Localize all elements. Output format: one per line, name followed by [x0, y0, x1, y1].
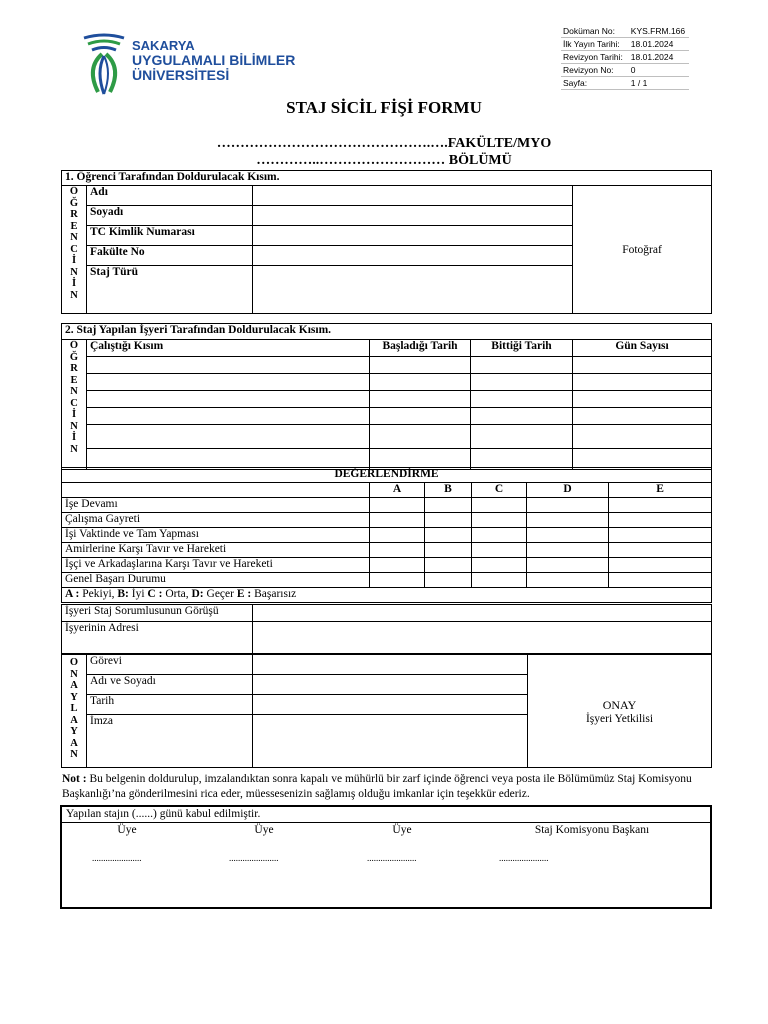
approval-title: ONAY — [602, 697, 637, 712]
approval-table — [61, 654, 712, 768]
work-cell[interactable] — [471, 408, 573, 425]
grade-cell[interactable] — [527, 513, 609, 528]
committee-member-1-label: Üye — [117, 824, 137, 836]
column-header-start-date: Başladığı Tarih — [370, 340, 471, 357]
criterion-label: Amirlerine Karşı Tavır ve Hareketi — [62, 543, 370, 558]
grade-legend: A : Pekiyi, B: İyi C : Orta, D: Geçer E : Başarısız — [62, 588, 712, 603]
meta-value: 18.01.2024 — [627, 38, 689, 51]
field-input-name[interactable] — [253, 186, 573, 206]
form-title: STAJ SİCİL FİŞİ FORMU — [286, 98, 482, 117]
accepted-days-line: Yapılan stajın (......) günü kabul edilmiştir. — [62, 807, 710, 823]
field-input-tc-number[interactable] — [253, 226, 573, 246]
work-cell[interactable] — [87, 425, 370, 449]
supervisor-opinion-label: İşyeri Staj Sorumlusunun Görüşü — [62, 605, 253, 622]
logo-line-1: SAKARYA — [132, 38, 195, 53]
grade-cell[interactable] — [472, 498, 527, 513]
university-logo — [80, 32, 320, 96]
grade-cell[interactable] — [527, 543, 609, 558]
approver-side-label: O N A Y L A Y A N — [62, 655, 87, 768]
approver-date-label: Tarih — [87, 695, 253, 715]
grade-cell[interactable] — [370, 558, 425, 573]
grade-cell[interactable] — [527, 498, 609, 513]
work-cell[interactable] — [573, 391, 712, 408]
field-label-surname: Soyadı — [87, 206, 253, 226]
work-cell[interactable] — [573, 374, 712, 391]
grade-cell[interactable] — [609, 513, 712, 528]
grade-cell[interactable] — [527, 528, 609, 543]
approver-role-input[interactable] — [253, 655, 528, 675]
criterion-label: Genel Başarı Durumu — [62, 573, 370, 588]
grade-header-b: B — [425, 483, 472, 498]
employer-section-table — [61, 323, 712, 470]
work-cell[interactable] — [573, 408, 712, 425]
approval-subtitle: İşyeri Yetkilisi — [585, 712, 654, 725]
work-cell[interactable] — [370, 408, 471, 425]
evaluation-table — [61, 467, 712, 603]
employer-student-side-label: Ö Ğ R E N C İ N İ N — [62, 340, 87, 470]
grade-cell[interactable] — [609, 498, 712, 513]
work-cell[interactable] — [87, 391, 370, 408]
work-cell[interactable] — [370, 425, 471, 449]
work-cell[interactable] — [370, 357, 471, 374]
meta-value: 1 / 1 — [627, 77, 689, 90]
work-cell[interactable] — [87, 374, 370, 391]
field-label-internship-type: Staj Türü — [87, 266, 253, 314]
committee-chair-label: Staj Komisyonu Başkanı — [534, 824, 650, 836]
meta-value: 18.01.2024 — [627, 51, 689, 64]
grade-header-blank — [62, 483, 370, 498]
work-cell[interactable] — [471, 425, 573, 449]
meta-label: Sayfa: — [561, 77, 627, 90]
supervisor-opinion-input[interactable] — [253, 605, 712, 622]
photo-box: Fotoğraf — [573, 186, 712, 314]
work-cell[interactable] — [573, 425, 712, 449]
grade-header-a: A — [370, 483, 425, 498]
address-input[interactable] — [253, 622, 712, 654]
criterion-label: İşi Vaktinde ve Tam Yapması — [62, 528, 370, 543]
document-meta-table — [561, 25, 689, 90]
grade-cell[interactable] — [370, 573, 425, 588]
approver-signature-input[interactable] — [253, 715, 528, 768]
committee-member-3-signature[interactable]: ...................... — [367, 853, 417, 863]
student-section-table — [61, 170, 712, 314]
criterion-label: İşçi ve Arkadaşlarına Karşı Tavır ve Hareketi — [62, 558, 370, 573]
logo-line-3: ÜNİVERSİTESİ — [132, 67, 230, 83]
meta-label: İlk Yayın Tarihi: — [561, 38, 627, 51]
grade-header-c: C — [472, 483, 527, 498]
work-cell[interactable] — [370, 374, 471, 391]
grade-header-d: D — [527, 483, 609, 498]
grade-cell[interactable] — [527, 573, 609, 588]
committee-member-2-signature[interactable]: ...................... — [229, 853, 279, 863]
field-input-surname[interactable] — [253, 206, 573, 226]
department-line: …………..……………………… BÖLÜMÜ — [256, 153, 512, 168]
grade-cell[interactable] — [425, 498, 472, 513]
section1-heading: 1. Öğrenci Tarafından Doldurulacak Kısım. — [62, 171, 712, 186]
university-emblem-icon — [80, 32, 130, 96]
grade-cell[interactable] — [425, 573, 472, 588]
grade-cell[interactable] — [425, 543, 472, 558]
field-label-name: Adı — [87, 186, 253, 206]
grade-cell[interactable] — [527, 558, 609, 573]
column-header-department: Çalıştığı Kısım — [87, 340, 370, 357]
approver-name-label: Adı ve Soyadı — [87, 675, 253, 695]
grade-cell[interactable] — [472, 513, 527, 528]
field-label-faculty-no: Fakülte No — [87, 246, 253, 266]
approver-signature-label: İmza — [87, 715, 253, 768]
column-header-day-count: Gün Sayısı — [573, 340, 712, 357]
grade-cell[interactable] — [370, 543, 425, 558]
grade-cell[interactable] — [472, 558, 527, 573]
approver-role-label: Görevi — [87, 655, 253, 675]
approver-name-input[interactable] — [253, 675, 528, 695]
grade-cell[interactable] — [370, 513, 425, 528]
grade-cell[interactable] — [425, 528, 472, 543]
note-label: Not : — [62, 773, 87, 785]
logo-line-2: UYGULAMALI BİLİMLER — [132, 52, 296, 68]
field-input-faculty-no[interactable] — [253, 246, 573, 266]
work-cell[interactable] — [471, 374, 573, 391]
meta-value: 0 — [627, 64, 689, 77]
approver-date-input[interactable] — [253, 695, 528, 715]
grade-cell[interactable] — [609, 543, 712, 558]
grade-cell[interactable] — [609, 558, 712, 573]
meta-label: Revizyon No: — [561, 64, 627, 77]
committee-member-1-signature[interactable]: ...................... — [92, 853, 142, 863]
grade-cell[interactable] — [609, 528, 712, 543]
grade-cell[interactable] — [370, 528, 425, 543]
address-label: İşyerinin Adresi — [62, 622, 253, 654]
meta-label: Revizyon Tarihi: — [561, 51, 627, 64]
grade-cell[interactable] — [472, 528, 527, 543]
grade-cell[interactable] — [425, 558, 472, 573]
approval-stamp-box — [528, 655, 712, 768]
criterion-label: İşe Devamı — [62, 498, 370, 513]
grade-cell[interactable] — [425, 513, 472, 528]
committee-member-2-label: Üye — [254, 824, 274, 836]
committee-chair-signature[interactable]: ...................... — [499, 853, 549, 863]
field-input-internship-type[interactable] — [253, 266, 573, 314]
note-text: Bu belgenin doldurulup, imzalandıktan sonra kapalı ve mühürlü bir zarf içinde öğrenci veya posta ile Bölümümüz Staj Komisyonu Başkanlığı’na gönderilmesini rica eder, müessesenizin sağlamış olduğu imkanlar için teşekkür ederiz. — [62, 773, 692, 800]
opinion-address-table — [61, 604, 712, 654]
field-label-tc-number: TC Kimlik Numarası — [87, 226, 253, 246]
grade-cell[interactable] — [370, 498, 425, 513]
work-cell[interactable] — [471, 357, 573, 374]
work-cell[interactable] — [87, 357, 370, 374]
column-header-end-date: Bittiği Tarih — [471, 340, 573, 357]
committee-box — [60, 805, 712, 909]
form-note — [62, 772, 712, 802]
committee-member-3-label: Üye — [392, 824, 412, 836]
grade-cell[interactable] — [472, 543, 527, 558]
grade-cell[interactable] — [609, 573, 712, 588]
work-cell[interactable] — [573, 357, 712, 374]
meta-value: KYS.FRM.166 — [627, 25, 689, 38]
faculty-line: ……………………………………….….FAKÜLTE/MYO — [216, 136, 552, 151]
evaluation-title: DEĞERLENDİRME — [62, 468, 712, 483]
grade-cell[interactable] — [472, 573, 527, 588]
criterion-label: Çalışma Gayreti — [62, 513, 370, 528]
meta-label: Doküman No: — [561, 25, 627, 38]
grade-header-e: E — [609, 483, 712, 498]
work-cell[interactable] — [87, 408, 370, 425]
work-cell[interactable] — [370, 391, 471, 408]
student-side-label: Ö Ğ R E N C İ N İ N — [62, 186, 87, 314]
section2-heading: 2. Staj Yapılan İşyeri Tarafından Doldurulacak Kısım. — [62, 324, 712, 340]
work-cell[interactable] — [471, 391, 573, 408]
